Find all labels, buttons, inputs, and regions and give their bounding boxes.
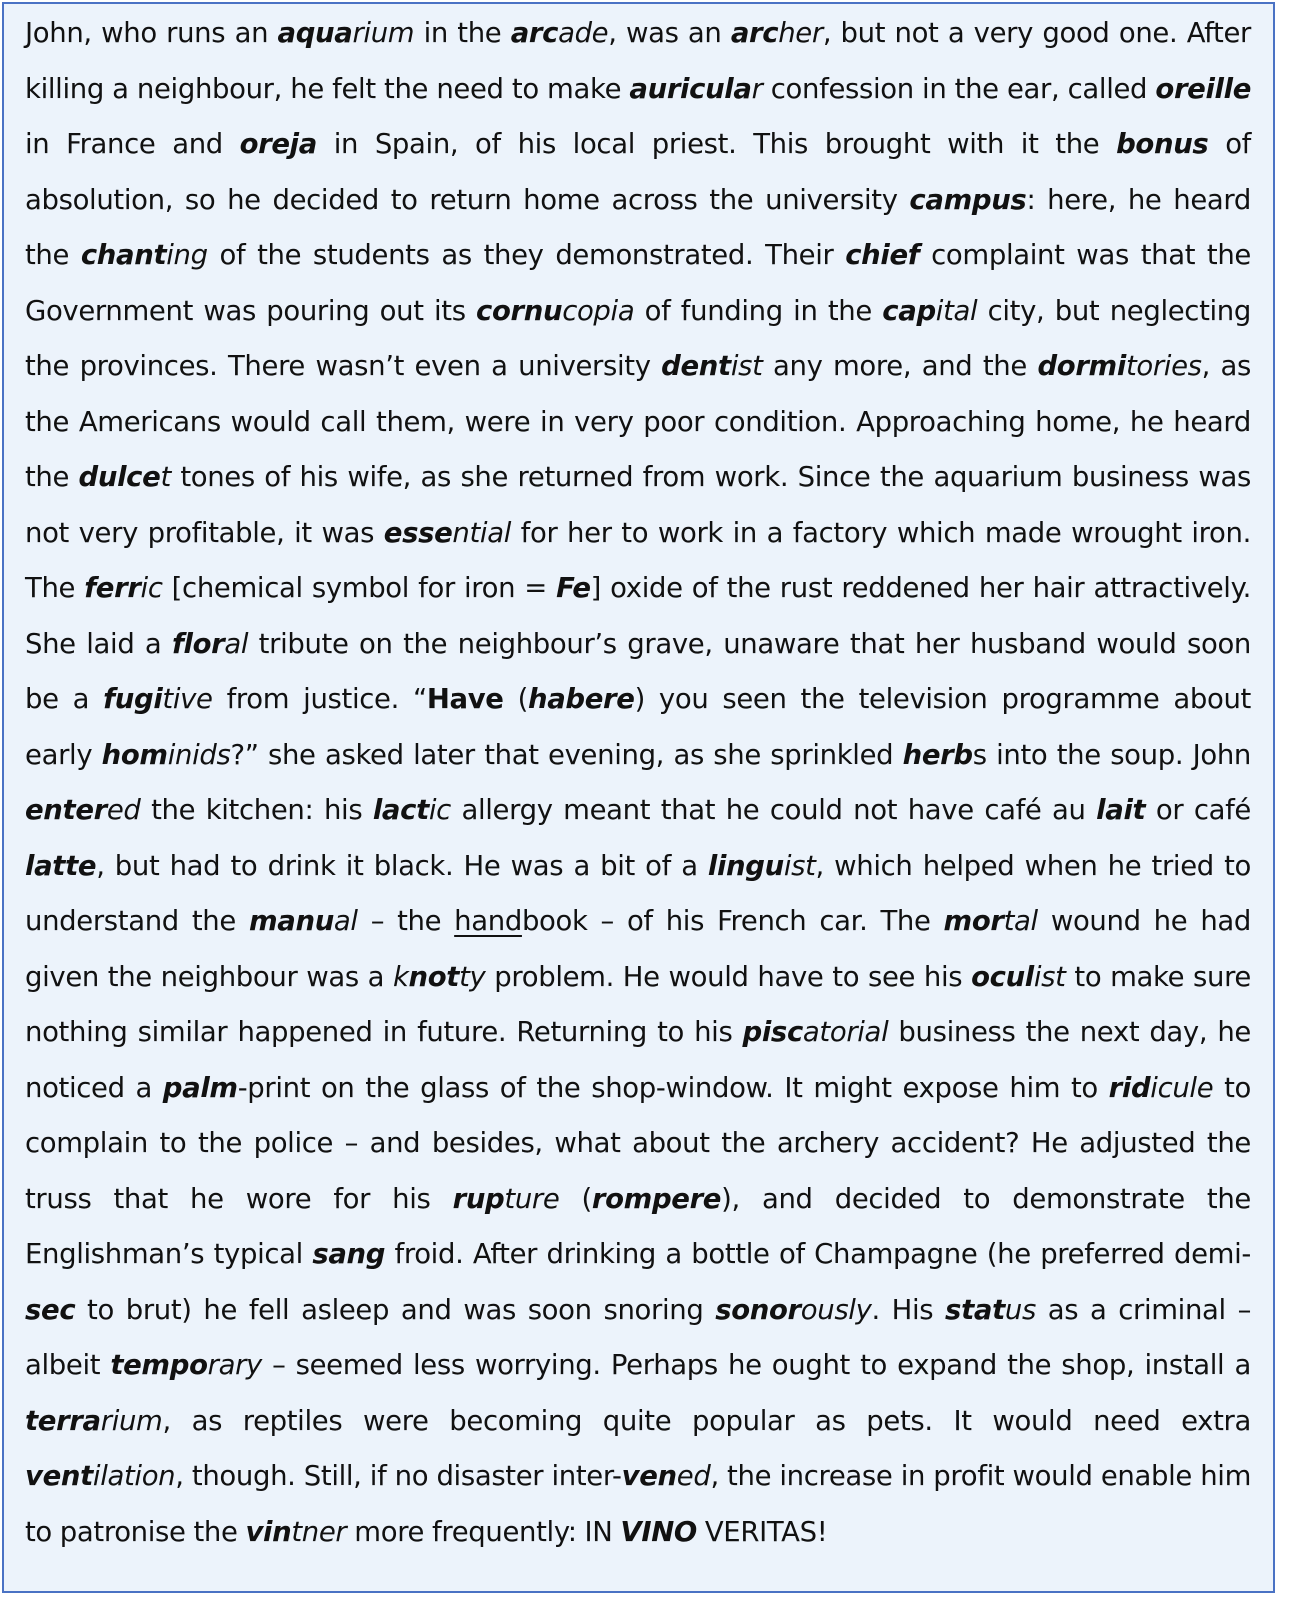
- story-paragraph: [25, 6, 1251, 1560]
- bold-italic-run: hom: [101, 738, 168, 771]
- bold-italic-run: ferr: [84, 572, 141, 604]
- bold-italic-run: palm: [162, 1071, 238, 1104]
- bold-italic-run: lingu: [707, 849, 784, 882]
- italic-run: ture: [504, 1182, 560, 1215]
- bold-italic-run: vent: [25, 1460, 93, 1492]
- italic-run: ic: [428, 794, 451, 826]
- italic-run: tner: [291, 1515, 347, 1548]
- text-run: business the next day, he noticed a: [25, 1016, 1251, 1104]
- italic-run: atorial: [802, 1016, 889, 1048]
- text-run: , as the Americans would call them, were in very poor condition. Approaching home, he heard the: [25, 350, 1251, 493]
- text-run: of absolution, so he decided to return home across the university: [25, 128, 1252, 216]
- italic-run: al: [333, 905, 358, 937]
- italic-run: ed: [106, 794, 141, 826]
- bold-italic-run: ocul: [971, 960, 1034, 993]
- text-run: confession in the ear, called: [762, 72, 1156, 105]
- text-run: problem. He would have to see his: [485, 960, 972, 993]
- bold-italic-run: campus: [909, 183, 1027, 216]
- text-run: , the increase in profit would enable him to patronise the: [25, 1460, 1252, 1548]
- italic-run: ing: [166, 239, 208, 271]
- text-run: allergy meant that he could not have café au: [450, 794, 1097, 826]
- bold-italic-run: rid: [1108, 1071, 1151, 1104]
- bold-italic-run: bonus: [1116, 128, 1209, 160]
- bold-italic-run: terra: [25, 1404, 101, 1437]
- text-run: wound he had given the neighbour was a: [25, 905, 1251, 993]
- italic-run: copia: [562, 294, 635, 327]
- bold-italic-run: not: [408, 960, 460, 993]
- italic-run: rium: [100, 1404, 163, 1437]
- underlined-run: hand: [454, 905, 522, 937]
- text-run: [chemical symbol for iron =: [162, 572, 557, 604]
- italic-run: ade: [558, 17, 609, 49]
- bold-italic-run: Fe: [556, 572, 591, 604]
- bold-italic-run: dulce: [78, 461, 161, 493]
- bold-italic-run: oreja: [239, 128, 317, 160]
- bold-italic-run: arc: [510, 17, 559, 49]
- italic-run: al: [224, 627, 249, 660]
- bold-italic-run: lait: [1096, 794, 1146, 826]
- text-run: – seemed less worrying. Perhaps he ought to expand the shop, install a: [261, 1349, 1251, 1381]
- bold-italic-run: cap: [882, 294, 936, 327]
- text-run: in Spain, of his local priest. This brought with it the: [316, 128, 1117, 160]
- italic-run: ic: [140, 572, 163, 604]
- bold-italic-run: fugi: [103, 683, 163, 715]
- bold-italic-run: manu: [248, 905, 334, 937]
- italic-run: ilation: [92, 1460, 176, 1492]
- text-run: , though. Still, if no disaster inter-: [175, 1460, 622, 1492]
- italic-run: her: [778, 17, 823, 49]
- bold-italic-run: habere: [527, 683, 635, 715]
- text-run: for her to work in a factory which made wrought iron. The: [25, 516, 1251, 604]
- text-run: John, who runs an: [25, 17, 278, 49]
- italic-run: ist: [783, 849, 816, 882]
- italic-run: rium: [352, 17, 415, 49]
- bold-italic-run: vin: [245, 1515, 292, 1548]
- text-run: tribute on the neighbour’s grave, unaware that her husband would soon be a: [25, 627, 1251, 715]
- italic-run: k: [392, 960, 409, 993]
- text-run: ] oxide of the rust reddened her hair attractively. She laid a: [25, 572, 1251, 660]
- text-run: to brut) he fell asleep and was soon snoring: [75, 1293, 716, 1326]
- bold-italic-run: sang: [312, 1238, 386, 1270]
- bold-italic-run: pisc: [742, 1016, 803, 1048]
- text-run: , but had to drink it black. He was a bit of a: [96, 849, 708, 882]
- text-run: : here, he heard the: [25, 183, 1251, 271]
- bold-italic-run: cornu: [476, 294, 563, 327]
- text-run: to complain to the police – and besides, what about the archery accident? He adjusted the truss that he wore for his: [25, 1071, 1251, 1215]
- text-run: (: [503, 683, 528, 715]
- text-run: tones of his wife, as she returned from work. Since the aquarium business was not very profitable, it was: [25, 461, 1251, 549]
- italic-run: tive: [162, 683, 213, 715]
- bold-italic-run: mor: [943, 905, 1004, 937]
- text-run: . His: [871, 1293, 946, 1326]
- bold-italic-run: herb: [902, 738, 973, 771]
- text-run: froid. After drinking a bottle of Champagne (he preferred demi-: [385, 1238, 1251, 1270]
- italic-run: icule: [1150, 1071, 1214, 1104]
- text-run: or café: [1145, 794, 1251, 826]
- text-run: to make sure nothing similar happened in future. Returning to his: [25, 960, 1251, 1048]
- text-run: (: [559, 1182, 592, 1215]
- bold-italic-run: chief: [845, 239, 920, 271]
- bold-italic-run: ven: [621, 1460, 677, 1492]
- italic-run: ty: [459, 960, 486, 993]
- text-run: , which helped when he tried to understand the: [25, 849, 1251, 937]
- bold-italic-run: lact: [372, 794, 429, 826]
- text-run: any more, and the: [762, 350, 1038, 382]
- text-run: – the: [357, 905, 455, 937]
- text-run: city, but neglecting the provinces. There wasn’t even a university: [25, 294, 1251, 382]
- italic-run: tories: [1125, 350, 1202, 382]
- italic-run: ntial: [452, 516, 512, 549]
- italic-run: ed: [676, 1460, 711, 1492]
- text-run: of the students as they demonstrated. Their: [207, 239, 846, 271]
- text-run: , as reptiles were becoming quite popular as pets. It would need extra: [162, 1404, 1251, 1437]
- text-run: complaint was that the Government was pouring out its: [25, 239, 1251, 327]
- italic-run: us: [1004, 1293, 1036, 1326]
- bold-italic-run: enter: [25, 794, 107, 826]
- italic-run: ously: [800, 1293, 872, 1326]
- italic-run: ital: [935, 294, 978, 327]
- italic-run: r: [751, 72, 763, 105]
- text-run: in the: [414, 17, 511, 49]
- bold-italic-run: auricula: [629, 72, 752, 105]
- bold-italic-run: rup: [452, 1182, 505, 1215]
- bold-run: Have: [426, 683, 504, 715]
- italic-run: t: [160, 461, 171, 493]
- bold-italic-run: rompere: [591, 1182, 722, 1215]
- text-run: , but not a very good one. After killing a neighbour, he felt the need to make: [25, 17, 1251, 105]
- text-box: [2, 2, 1275, 1593]
- bold-italic-run: sonor: [715, 1293, 801, 1326]
- text-run: more frequently: IN: [346, 1515, 621, 1548]
- text-run: the kitchen: his: [140, 794, 373, 826]
- text-run: of funding in the: [634, 294, 883, 327]
- text-run: book – of his French car. The: [521, 905, 944, 937]
- bold-italic-run: oreille: [1155, 72, 1251, 105]
- bold-italic-run: latte: [25, 849, 97, 882]
- bold-italic-run: tempo: [110, 1349, 208, 1381]
- text-run: ?” she asked later that evening, as she sprinkled: [230, 738, 903, 771]
- bold-italic-run: sec: [25, 1293, 76, 1326]
- italic-run: tal: [1003, 905, 1038, 937]
- italic-run: ist: [1033, 960, 1066, 993]
- text-run: ), and decided to demonstrate the Englishman’s typical: [25, 1182, 1251, 1270]
- text-run: ) you seen the television programme about early: [25, 683, 1251, 771]
- bold-italic-run: dent: [661, 350, 731, 382]
- italic-run: rary: [207, 1349, 262, 1381]
- bold-italic-run: dormi: [1037, 350, 1126, 382]
- italic-run: ist: [730, 350, 763, 382]
- bold-italic-run: chant: [80, 239, 167, 271]
- text-run: , was an: [608, 17, 731, 49]
- italic-run: inids: [167, 738, 231, 771]
- text-run: from justice. “: [212, 683, 427, 715]
- text-run: s into the soup. John: [972, 738, 1251, 771]
- text-run: in France and: [25, 128, 240, 160]
- bold-italic-run: flor: [171, 627, 225, 660]
- bold-italic-run: esse: [383, 516, 453, 549]
- text-run: -print on the glass of the shop-window. It might expose him to: [237, 1071, 1109, 1104]
- bold-italic-run: stat: [945, 1293, 1005, 1326]
- text-run: VERITAS!: [696, 1515, 828, 1548]
- bold-italic-run: arc: [730, 17, 779, 49]
- bold-italic-run: VINO: [620, 1515, 697, 1548]
- text-run: as a criminal – albeit: [25, 1293, 1251, 1381]
- bold-italic-run: aqua: [277, 17, 353, 49]
